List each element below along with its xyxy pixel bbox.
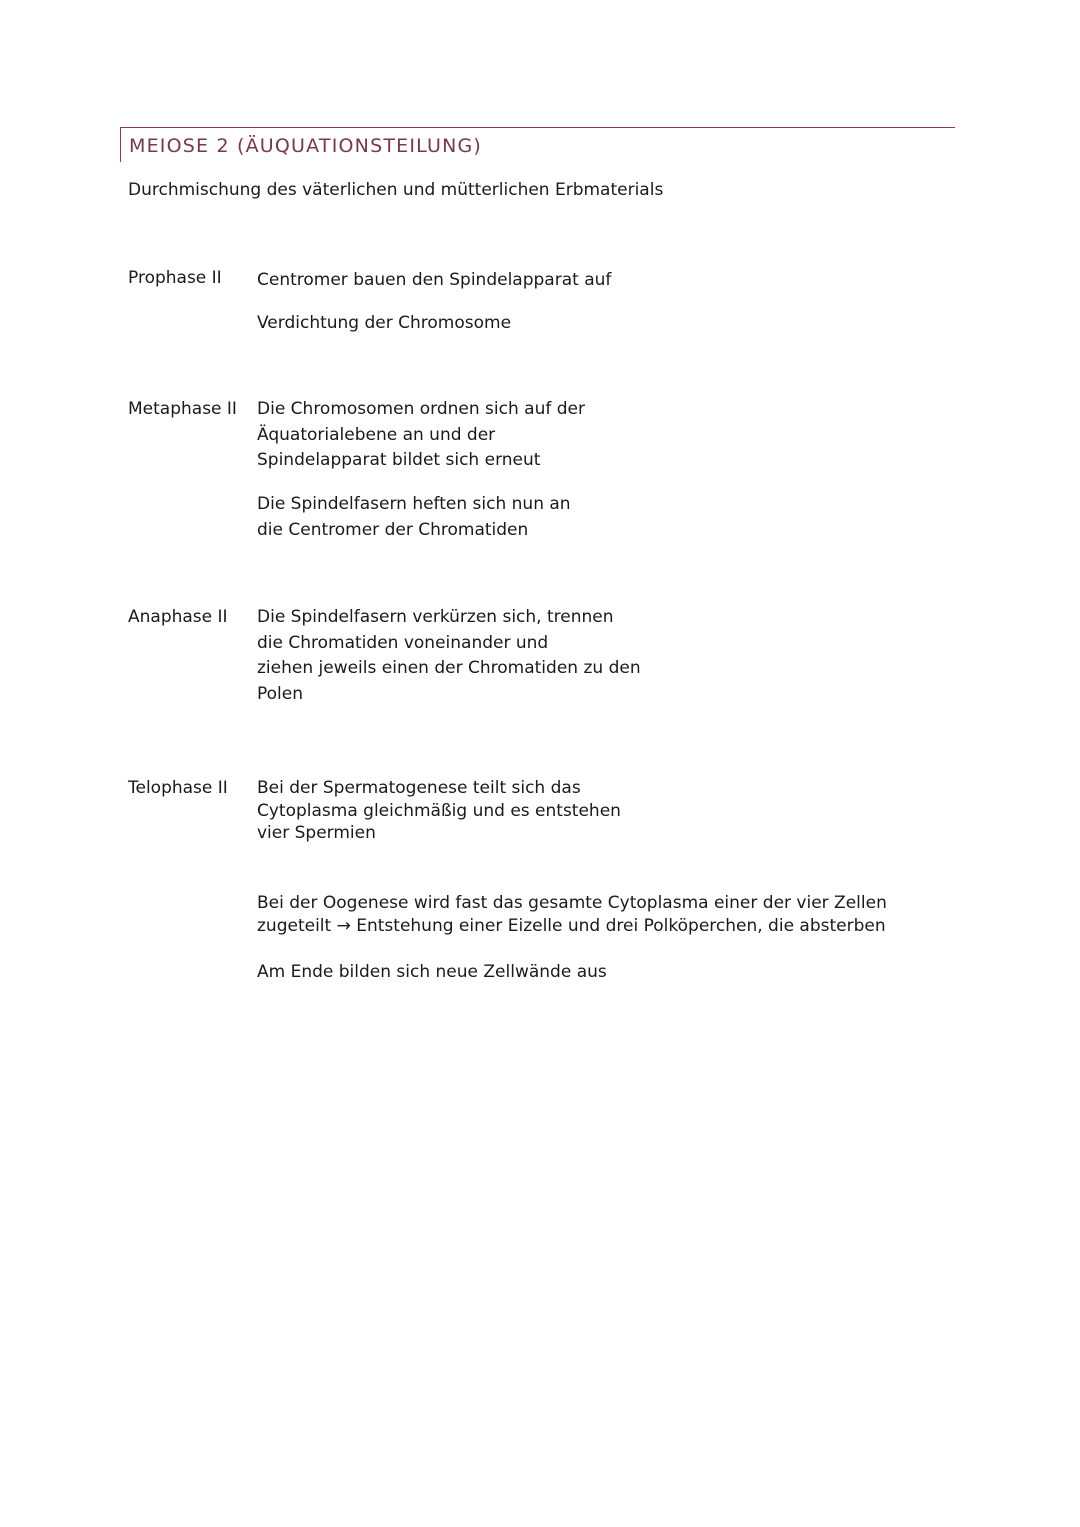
text-line: die Chromatiden voneinander und — [257, 632, 549, 653]
text-line: Die Chromosomen ordnen sich auf der — [257, 399, 585, 419]
text-line: Am Ende bilden sich neue Zellwände aus — [257, 962, 607, 982]
text-line: Die Spindelfasern heften sich nun an — [257, 494, 571, 514]
text-line: Cytoplasma gleichmäßig und es entstehen — [257, 800, 621, 821]
section-heading-box — [120, 127, 955, 162]
phase-label-telophase: Telophase II — [128, 778, 228, 798]
text-line: Äquatorialebene an und der — [257, 424, 496, 445]
text-line: Bei der Oogenese wird fast das gesamte Cytoplasma einer der vier Zellen — [257, 893, 887, 913]
prophase-paragraph — [257, 268, 611, 294]
prophase-paragraph — [257, 311, 511, 337]
metaphase-paragraph — [257, 397, 585, 474]
telophase-paragraph — [257, 961, 607, 984]
phase-label-metaphase: Metaphase II — [128, 399, 237, 419]
text-line: ziehen jeweils einen der Chromatiden zu den — [257, 658, 641, 678]
anaphase-paragraph — [257, 605, 641, 707]
text-line: Die Spindelfasern verkürzen sich, trennen — [257, 607, 614, 627]
text-line: die Centromer der Chromatiden — [257, 519, 529, 540]
telophase-paragraph — [257, 777, 621, 845]
text-line: Centromer bauen den Spindelapparat auf — [257, 270, 612, 290]
text-line: vier Spermien — [257, 823, 376, 843]
text-line: zugeteilt → Entstehung einer Eizelle und drei Polköperchen, die absterben — [257, 915, 886, 936]
text-line: Bei der Spermatogenese teilt sich das — [257, 778, 581, 798]
metaphase-paragraph — [257, 492, 571, 543]
text-line: Verdichtung der Chromosome — [257, 313, 512, 333]
text-line: Spindelapparat bildet sich erneut — [257, 450, 541, 470]
intro-text: Durchmischung des väterlichen und mütterlichen Erbmaterials — [128, 180, 664, 200]
phase-label-prophase: Prophase II — [128, 268, 222, 288]
text-line: Polen — [257, 683, 304, 704]
phase-label-anaphase: Anaphase II — [128, 607, 228, 627]
section-heading: MEIOSE 2 (ÄUQUATIONSTEILUNG) — [129, 135, 483, 157]
telophase-paragraph — [257, 892, 887, 937]
